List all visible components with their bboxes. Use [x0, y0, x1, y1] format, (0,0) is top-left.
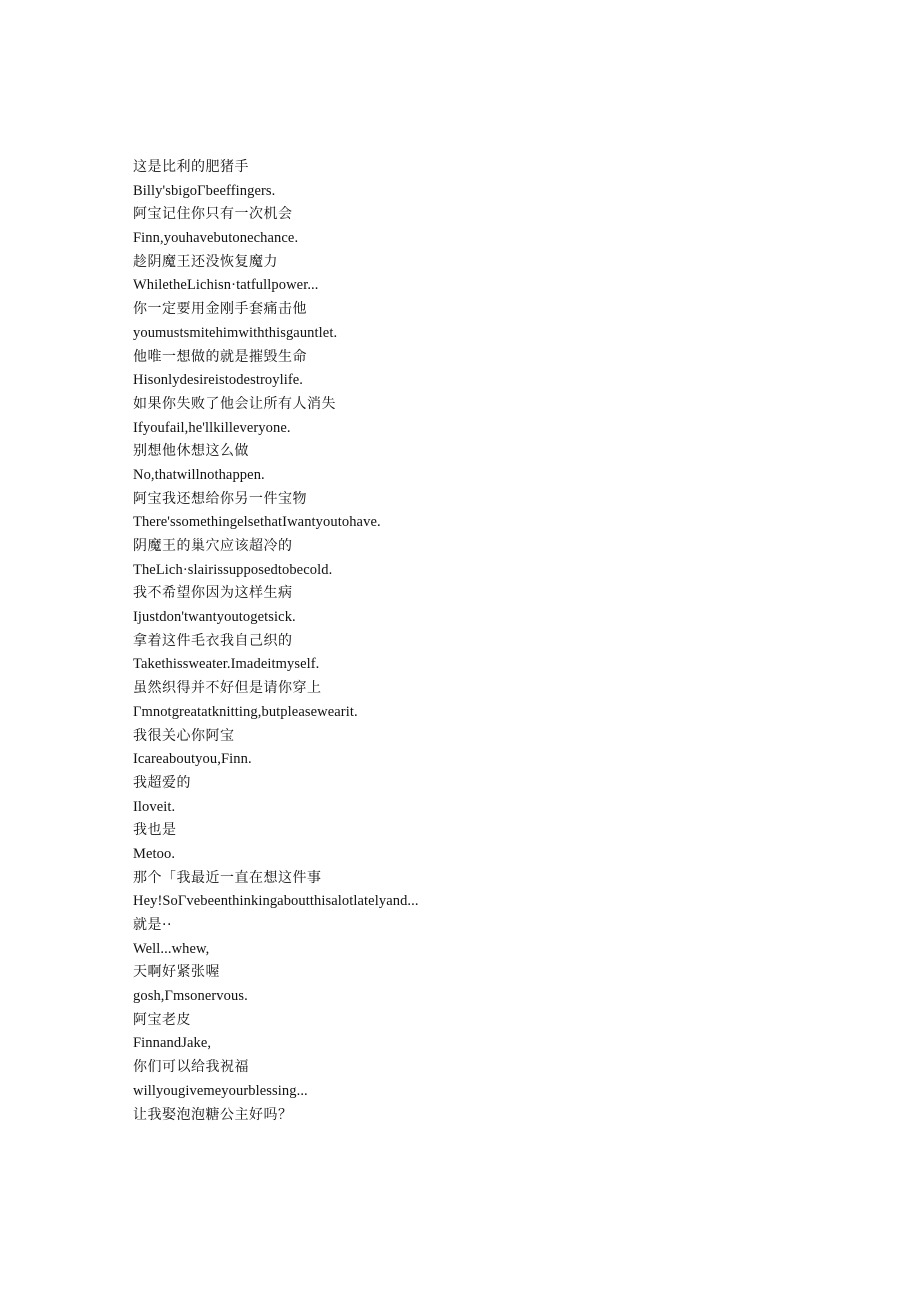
subtitle-line-en: Billy'sbigoΓbeeffingers. — [133, 182, 276, 199]
subtitle-line-zh: 你们可以给我祝福 — [133, 1059, 249, 1076]
subtitle-line-en: Metoo. — [133, 845, 176, 862]
subtitle-line-zh: 拿着这件毛衣我自己织的 — [133, 632, 293, 649]
subtitle-line-en: Takethissweater.Imadeitmyself. — [133, 656, 320, 673]
subtitle-line-en: willyougivemeyourblessing... — [133, 1082, 308, 1099]
subtitle-line-zh: 让我娶泡泡糖公主好吗？ — [133, 1106, 293, 1123]
subtitle-line-en: Hisonlydesireistodestroylife. — [133, 372, 304, 389]
subtitle-line-zh: 阿宝我还想给你另一件宝物 — [133, 490, 307, 507]
subtitle-line-zh: 我很关心你阿宝 — [133, 727, 235, 744]
subtitle-line-zh: 如果你失败了他会让所有人消失 — [133, 395, 336, 412]
subtitle-line-zh: 这是比利的肥猪手 — [133, 159, 249, 175]
subtitle-text-block — [133, 156, 833, 1127]
subtitle-line-en: youmustsmitehimwiththisgauntlet. — [133, 324, 338, 341]
subtitle-line-en: gosh,Γmsonervous. — [133, 988, 248, 1005]
subtitle-line-en: Finn,youhavebutonechance. — [133, 230, 299, 247]
subtitle-line-en: There'ssomethingelsethatIwantyoutohave. — [133, 514, 381, 531]
subtitle-line-en: Icareaboutyou,Finn. — [133, 751, 252, 768]
subtitle-line-en: Ifyoufail,he'llkilleveryone. — [133, 419, 291, 436]
subtitle-line-en: Ijustdon'twantyoutogetsick. — [133, 609, 296, 626]
subtitle-line-zh: 我不希望你因为这样生病 — [133, 585, 293, 602]
subtitle-line-zh: 那个「我最近一直在想这件事 — [133, 869, 322, 886]
subtitle-line-en: Γmnotgreatatknitting,butpleasewearit. — [133, 703, 358, 720]
subtitle-line-en: Iloveit. — [133, 798, 176, 815]
subtitle-line-en: Well...whew, — [133, 940, 210, 957]
subtitle-line-zh: 天啊好紧张喔 — [133, 964, 220, 981]
subtitle-line-zh: 你一定要用金刚手套痛击他 — [133, 301, 307, 318]
subtitle-line-en: WhiletheLichisn·tatfullpower... — [133, 277, 319, 294]
subtitle-line-zh: 我超爱的 — [133, 774, 191, 791]
subtitle-line-en: FinnandJake, — [133, 1035, 212, 1052]
subtitle-line-zh: 我也是 — [133, 822, 177, 839]
subtitle-line-zh: 就是·· — [133, 917, 172, 933]
subtitle-line-en: TheLich·slairissupposedtobecold. — [133, 561, 333, 578]
subtitle-line-en: No,thatwillnothappen. — [133, 466, 265, 483]
subtitle-line-zh: 别想他休想这么做 — [133, 443, 249, 460]
subtitle-line-zh: 阿宝老皮 — [133, 1011, 191, 1028]
subtitle-line-zh: 趁阴魔王还没恢复魔力 — [133, 253, 278, 270]
subtitle-line-zh: 阿宝记住你只有一次机会 — [133, 206, 293, 223]
subtitle-line-zh: 虽然织得并不好但是请你穿上 — [133, 680, 322, 697]
subtitle-line-zh: 阴魔王的巢穴应该超冷的 — [133, 538, 293, 554]
subtitle-line-zh: 他唯一想做的就是摧毁生命 — [133, 348, 307, 365]
subtitle-line-en: Hey!SoΓvebeenthinkingaboutthisalotlatelyand... — [133, 893, 419, 910]
